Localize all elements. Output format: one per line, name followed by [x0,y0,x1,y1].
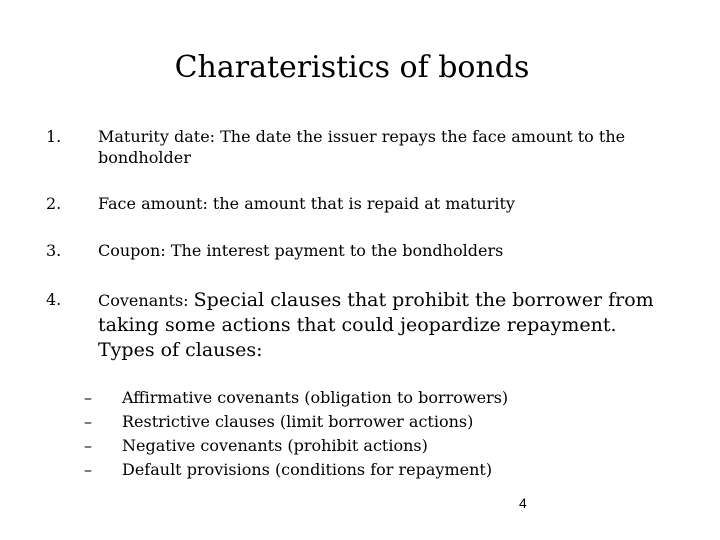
item-number: 1. [46,127,62,146]
sub-list-item [0,458,720,482]
item-number: 2. [46,194,62,213]
dash-bullet: – [84,412,92,431]
item-body: Special clauses that prohibit the borrower from taking some actions that could jeopardize repayment. Types of clauses: [98,289,654,361]
dash-bullet: – [84,460,92,479]
dash-bullet: – [84,388,92,407]
item-text: Maturity date: The date the issuer repays the face amount to the bondholder [98,127,626,167]
covenant-types-list [0,386,720,482]
item-number: 3. [46,241,62,260]
sub-item-text: Restrictive clauses (limit borrower actions) [122,412,474,431]
sub-item-text: Negative covenants (prohibit actions) [122,436,428,455]
item-text [98,288,658,363]
dash-bullet: – [84,436,92,455]
sub-list-item [0,410,720,434]
sub-list-item [0,434,720,458]
item-lead: Covenants: [98,291,194,310]
sub-list-item [0,386,720,410]
sub-item-text: Default provisions (conditions for repayment) [122,460,493,479]
sub-item-text: Affirmative covenants (obligation to borrowers) [122,388,509,407]
item-text: Coupon: The interest payment to the bondholders [98,241,504,260]
slide-title: Charateristics of bonds [174,50,530,85]
page-number: 4 [519,495,527,511]
item-number: 4. [46,290,62,309]
item-text: Face amount: the amount that is repaid at maturity [98,194,515,213]
